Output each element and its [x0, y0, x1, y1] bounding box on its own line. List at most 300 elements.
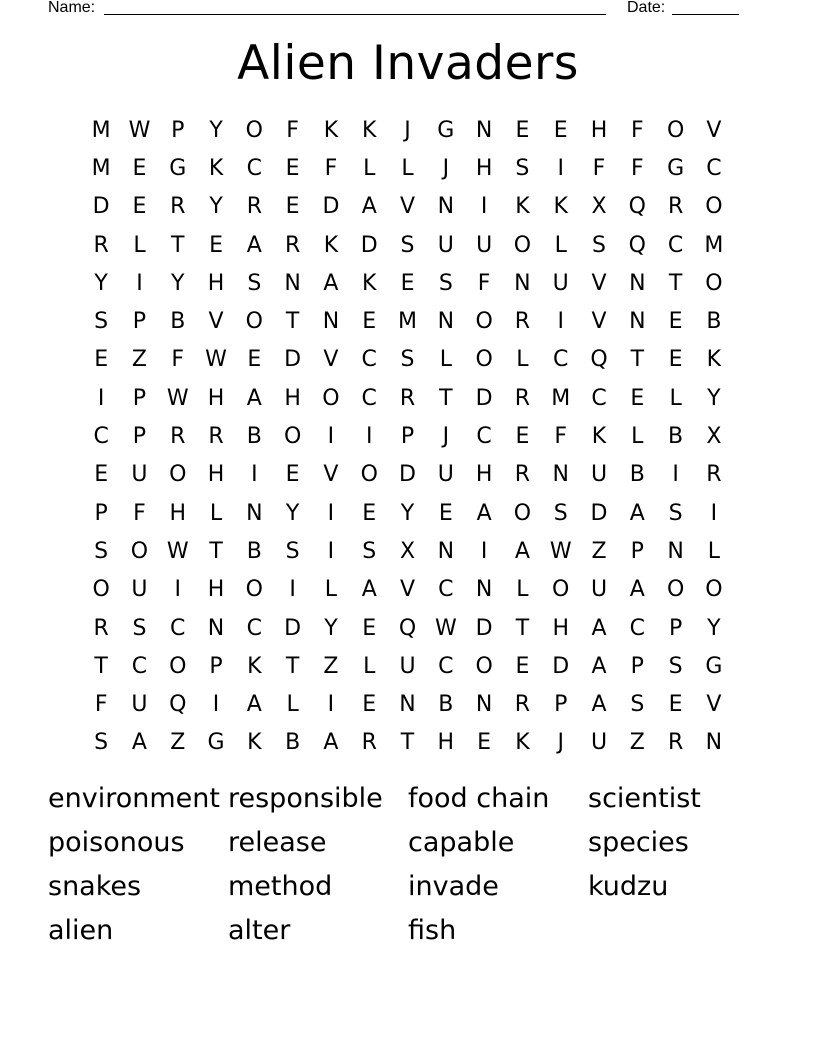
grid-cell[interactable]: I — [480, 538, 488, 564]
grid-cell[interactable]: A — [476, 500, 492, 526]
grid-cell[interactable]: X — [399, 538, 416, 564]
grid-cell[interactable]: B — [668, 424, 684, 450]
grid-cell[interactable]: R — [246, 194, 262, 220]
grid-cell[interactable]: Q — [398, 615, 417, 641]
grid-cell[interactable]: I — [251, 462, 258, 488]
grid-cell[interactable]: U — [590, 462, 608, 488]
grid-cell[interactable]: L — [363, 155, 376, 181]
grid-cell[interactable]: U — [131, 692, 148, 718]
grid-cell[interactable]: Z — [131, 347, 147, 373]
grid-cell[interactable]: W — [434, 615, 457, 641]
grid-cell[interactable]: R — [514, 385, 531, 411]
name-blank[interactable] — [104, 14, 606, 15]
grid-cell[interactable]: L — [516, 577, 529, 603]
grid-cell[interactable]: C — [361, 385, 377, 411]
grid-cell[interactable]: I — [557, 155, 564, 181]
grid-cell[interactable]: D — [322, 194, 340, 220]
grid-cell[interactable]: O — [475, 653, 493, 679]
grid-cell[interactable]: G — [705, 653, 723, 679]
grid-cell[interactable]: T — [515, 615, 530, 641]
grid-cell[interactable]: K — [706, 347, 722, 373]
grid-cell[interactable]: L — [133, 232, 146, 258]
grid-cell[interactable]: P — [630, 653, 644, 679]
grid-cell[interactable]: N — [399, 692, 416, 718]
grid-cell[interactable]: K — [323, 117, 339, 143]
grid-cell[interactable]: P — [171, 117, 185, 143]
grid-cell[interactable]: C — [667, 232, 684, 258]
grid-cell[interactable]: A — [514, 538, 530, 564]
grid-cell[interactable]: N — [514, 270, 531, 296]
grid-cell[interactable]: R — [706, 462, 722, 488]
grid-cell[interactable]: G — [667, 155, 685, 181]
grid-cell[interactable]: F — [630, 155, 644, 181]
grid-cell[interactable]: O — [360, 462, 378, 488]
grid-cell[interactable]: G — [169, 155, 187, 181]
grid-cell[interactable]: E — [477, 730, 492, 756]
grid-cell[interactable]: A — [591, 653, 607, 679]
grid-cell[interactable]: J — [404, 117, 411, 143]
grid-cell[interactable]: O — [169, 462, 187, 488]
grid-cell[interactable]: G — [207, 730, 225, 756]
grid-cell[interactable]: O — [705, 577, 723, 603]
grid-cell[interactable]: S — [592, 232, 606, 258]
grid-cell[interactable]: J — [557, 730, 564, 756]
header-line — [48, 0, 748, 20]
grid-cell[interactable]: Q — [628, 194, 646, 220]
grid-cell[interactable]: S — [553, 500, 568, 526]
grid-cell[interactable]: T — [171, 232, 185, 258]
grid-cell[interactable]: M — [91, 117, 111, 143]
grid-cell[interactable]: K — [208, 155, 224, 181]
grid-cell[interactable]: S — [94, 309, 109, 335]
grid-cell[interactable]: E — [362, 692, 377, 718]
grid-cell[interactable]: M — [704, 232, 724, 258]
grid-cell[interactable]: V — [208, 309, 224, 335]
grid-cell[interactable]: T — [668, 270, 683, 296]
grid-cell[interactable]: O — [513, 232, 532, 258]
grid-cell[interactable]: B — [246, 538, 262, 564]
grid-cell[interactable]: I — [327, 692, 335, 718]
grid-cell[interactable]: B — [285, 730, 301, 756]
grid-cell[interactable]: W — [166, 538, 189, 564]
grid-cell[interactable]: P — [400, 424, 415, 450]
grid-cell[interactable]: I — [136, 270, 143, 296]
grid-cell[interactable]: C — [438, 577, 454, 603]
grid-cell[interactable]: E — [247, 347, 262, 373]
grid-cell[interactable]: O — [245, 309, 263, 335]
grid-cell[interactable]: B — [438, 692, 454, 718]
grid-cell[interactable]: N — [437, 194, 455, 220]
grid-cell[interactable]: D — [284, 615, 302, 641]
grid-cell[interactable]: H — [475, 155, 493, 181]
grid-cell[interactable]: Z — [323, 653, 339, 679]
grid-cell[interactable]: I — [174, 577, 181, 603]
grid-cell[interactable]: E — [400, 270, 415, 296]
grid-cell[interactable]: O — [666, 117, 685, 143]
grid-cell[interactable]: R — [514, 462, 531, 488]
word-list-item: species — [588, 827, 689, 858]
grid-cell[interactable]: P — [132, 309, 147, 335]
grid-cell[interactable]: U — [476, 232, 493, 258]
grid-cell[interactable]: C — [246, 615, 263, 641]
grid-cell[interactable]: E — [515, 424, 530, 450]
grid-cell[interactable]: K — [515, 194, 530, 220]
grid-cell[interactable]: S — [132, 615, 147, 641]
grid-cell[interactable]: O — [475, 347, 493, 373]
grid-cell[interactable]: A — [361, 577, 377, 603]
grid-cell[interactable]: L — [401, 155, 414, 181]
grid-cell[interactable]: O — [666, 577, 685, 603]
grid-cell[interactable]: F — [171, 347, 185, 373]
grid-cell[interactable]: N — [705, 730, 723, 756]
grid-cell[interactable]: T — [439, 385, 453, 411]
grid-cell[interactable]: N — [322, 309, 340, 335]
grid-cell[interactable]: V — [399, 577, 416, 603]
grid-cell[interactable]: E — [668, 309, 683, 335]
grid-cell[interactable]: S — [362, 538, 377, 564]
grid-cell[interactable]: W — [128, 117, 151, 143]
grid-cell[interactable]: P — [554, 692, 568, 718]
grid-cell[interactable]: R — [208, 424, 224, 450]
grid-cell[interactable]: Q — [169, 692, 187, 718]
grid-cell[interactable]: H — [207, 577, 225, 603]
grid-cell[interactable]: V — [323, 347, 339, 373]
grid-cell[interactable]: B — [629, 462, 645, 488]
grid-cell[interactable]: N — [207, 615, 225, 641]
grid-cell[interactable]: C — [131, 653, 148, 679]
grid-cell[interactable]: K — [247, 653, 262, 679]
grid-cell[interactable]: K — [362, 117, 377, 143]
grid-cell[interactable]: R — [514, 309, 531, 335]
grid-cell[interactable]: R — [399, 385, 416, 411]
grid-cell[interactable]: I — [557, 309, 564, 335]
grid-cell[interactable]: A — [591, 692, 607, 718]
grid-cell[interactable]: L — [439, 347, 452, 373]
grid-cell[interactable]: W — [549, 538, 572, 564]
grid-cell[interactable]: S — [400, 232, 415, 258]
grid-cell[interactable]: W — [205, 347, 227, 373]
grid-cell[interactable]: R — [667, 730, 684, 756]
grid-cell[interactable]: V — [323, 462, 339, 488]
grid-cell[interactable]: Y — [707, 615, 721, 641]
grid-cell[interactable]: J — [442, 424, 450, 450]
grid-cell[interactable]: N — [437, 309, 455, 335]
grid-cell[interactable]: Y — [324, 615, 338, 641]
grid-cell[interactable]: L — [669, 385, 682, 411]
grid-cell[interactable]: C — [246, 155, 263, 181]
grid-cell[interactable]: O — [705, 194, 723, 220]
grid-cell[interactable]: O — [245, 117, 263, 143]
grid-cell[interactable]: O — [130, 538, 149, 564]
grid-cell[interactable]: U — [437, 232, 454, 258]
letter-grid — [82, 111, 735, 762]
grid-cell[interactable]: A — [246, 692, 262, 718]
grid-cell[interactable]: C — [476, 424, 492, 450]
grid-cell[interactable]: Y — [209, 194, 223, 220]
word-list-item: alien — [48, 915, 114, 946]
grid-cell[interactable]: E — [668, 347, 683, 373]
grid-cell[interactable]: A — [591, 615, 607, 641]
grid-cell[interactable]: E — [285, 155, 300, 181]
grid-cell[interactable]: D — [552, 653, 570, 679]
grid-cell[interactable]: D — [475, 385, 493, 411]
grid-cell[interactable]: Y — [171, 270, 185, 296]
grid-cell[interactable]: T — [630, 347, 645, 373]
grid-cell[interactable]: D — [284, 347, 302, 373]
grid-cell[interactable]: K — [591, 424, 607, 450]
grid-cell[interactable]: F — [94, 692, 108, 718]
grid-cell[interactable]: H — [284, 385, 301, 411]
grid-cell[interactable]: P — [94, 500, 108, 526]
grid-cell[interactable]: C — [591, 385, 607, 411]
grid-cell[interactable]: T — [400, 730, 415, 756]
grid-cell[interactable]: C — [361, 347, 377, 373]
grid-cell[interactable]: V — [706, 117, 722, 143]
grid-cell[interactable]: S — [94, 730, 109, 756]
grid-cell[interactable]: L — [707, 538, 721, 564]
grid-cell[interactable]: H — [475, 462, 493, 488]
grid-cell[interactable]: S — [285, 538, 300, 564]
grid-cell[interactable]: K — [247, 730, 262, 756]
grid-cell[interactable]: X — [591, 194, 607, 220]
grid-cell[interactable]: S — [668, 653, 683, 679]
grid-cell[interactable]: Y — [707, 385, 721, 411]
grid-cell[interactable]: E — [132, 155, 147, 181]
grid-cell[interactable]: U — [399, 653, 416, 679]
grid-cell[interactable]: N — [475, 577, 493, 603]
grid-cell[interactable]: S — [400, 347, 415, 373]
grid-cell[interactable]: N — [284, 270, 301, 296]
grid-cell[interactable]: T — [285, 653, 300, 679]
grid-cell[interactable]: F — [286, 117, 299, 143]
word-list-item: snakes — [48, 871, 142, 902]
grid-cell[interactable]: S — [668, 500, 683, 526]
grid-cell[interactable]: A — [361, 194, 377, 220]
grid-cell[interactable]: A — [246, 385, 262, 411]
grid-cell[interactable]: A — [323, 270, 339, 296]
grid-cell[interactable]: E — [553, 117, 568, 143]
grid-cell[interactable]: R — [170, 424, 186, 450]
grid-cell[interactable]: L — [209, 500, 223, 526]
grid-cell[interactable]: M — [91, 155, 111, 181]
grid-cell[interactable]: N — [629, 309, 646, 335]
grid-cell[interactable]: K — [362, 270, 377, 296]
word-list-item: method — [228, 871, 333, 902]
grid-cell[interactable]: J — [442, 155, 450, 181]
grid-cell[interactable]: M — [398, 309, 418, 335]
grid-cell[interactable]: I — [212, 692, 220, 718]
grid-cell[interactable]: H — [207, 270, 225, 296]
grid-cell[interactable]: K — [553, 194, 568, 220]
grid-cell[interactable]: I — [710, 500, 718, 526]
grid-cell[interactable]: N — [246, 500, 263, 526]
grid-cell[interactable]: E — [630, 385, 645, 411]
grid-cell[interactable]: N — [475, 692, 493, 718]
grid-cell[interactable]: R — [93, 615, 109, 641]
grid-cell[interactable]: E — [668, 692, 683, 718]
grid-cell[interactable]: F — [133, 500, 146, 526]
grid-cell[interactable]: U — [552, 270, 569, 296]
grid-cell[interactable]: P — [132, 424, 147, 450]
grid-cell[interactable]: U — [590, 730, 608, 756]
grid-cell[interactable]: R — [93, 232, 109, 258]
grid-cell[interactable]: G — [437, 117, 455, 143]
grid-cell[interactable]: Z — [629, 730, 645, 756]
grid-cell[interactable]: B — [246, 424, 262, 450]
grid-cell[interactable]: A — [246, 232, 262, 258]
grid-cell[interactable]: F — [630, 117, 644, 143]
grid-cell[interactable]: L — [631, 424, 644, 450]
grid-cell[interactable]: Y — [285, 500, 300, 526]
date-blank[interactable] — [672, 14, 739, 15]
grid-cell[interactable]: P — [630, 538, 644, 564]
grid-cell[interactable]: S — [94, 538, 109, 564]
grid-cell[interactable]: Y — [400, 500, 415, 526]
grid-cell[interactable]: X — [706, 424, 722, 450]
grid-cell[interactable]: L — [363, 653, 376, 679]
grid-cell[interactable]: N — [475, 117, 493, 143]
grid-cell[interactable]: M — [551, 385, 571, 411]
grid-cell[interactable]: I — [327, 424, 335, 450]
grid-cell[interactable]: K — [515, 730, 530, 756]
grid-cell[interactable]: E — [132, 194, 147, 220]
grid-cell[interactable]: P — [209, 653, 223, 679]
grid-cell[interactable]: S — [438, 270, 453, 296]
grid-cell[interactable]: U — [131, 462, 148, 488]
grid-cell[interactable]: I — [327, 500, 335, 526]
grid-cell[interactable]: Q — [590, 347, 608, 373]
grid-cell[interactable]: A — [323, 730, 339, 756]
grid-cell[interactable]: U — [590, 577, 608, 603]
grid-cell[interactable]: T — [209, 538, 223, 564]
grid-cell[interactable]: F — [324, 155, 338, 181]
grid-cell[interactable]: E — [362, 309, 377, 335]
grid-cell[interactable]: O — [245, 577, 263, 603]
grid-cell[interactable]: U — [437, 462, 454, 488]
grid-cell[interactable]: H — [169, 500, 187, 526]
grid-cell[interactable]: C — [438, 653, 454, 679]
grid-cell[interactable]: O — [513, 500, 532, 526]
grid-cell[interactable]: O — [705, 270, 723, 296]
grid-cell[interactable]: R — [667, 194, 684, 220]
grid-cell[interactable]: D — [92, 194, 110, 220]
grid-cell[interactable]: E — [209, 232, 223, 258]
grid-cell[interactable]: A — [629, 500, 645, 526]
grid-cell[interactable]: H — [552, 615, 569, 641]
grid-cell[interactable]: S — [247, 270, 262, 296]
grid-cell[interactable]: A — [131, 730, 147, 756]
word-list-item: alter — [228, 915, 291, 946]
grid-cell[interactable]: U — [131, 577, 148, 603]
grid-cell[interactable]: I — [327, 538, 335, 564]
grid-cell[interactable]: P — [132, 385, 147, 411]
grid-cell[interactable]: V — [591, 309, 607, 335]
grid-cell[interactable]: C — [170, 615, 186, 641]
grid-cell[interactable]: D — [475, 615, 493, 641]
grid-cell[interactable]: N — [437, 538, 455, 564]
grid-cell[interactable]: R — [170, 194, 186, 220]
grid-cell[interactable]: F — [554, 424, 568, 450]
grid-cell[interactable]: E — [285, 462, 300, 488]
grid-cell[interactable]: R — [284, 232, 301, 258]
grid-cell[interactable]: E — [515, 117, 530, 143]
grid-cell[interactable]: I — [365, 424, 373, 450]
grid-cell[interactable]: E — [94, 347, 109, 373]
grid-cell[interactable]: C — [93, 424, 109, 450]
grid-cell[interactable]: O — [322, 385, 340, 411]
grid-cell[interactable]: I — [672, 462, 679, 488]
grid-cell[interactable]: E — [438, 500, 453, 526]
grid-cell[interactable]: K — [323, 232, 339, 258]
grid-cell[interactable]: C — [629, 615, 645, 641]
grid-cell[interactable]: O — [92, 577, 110, 603]
grid-cell[interactable]: L — [324, 577, 338, 603]
word-list-item: poisonous — [48, 827, 185, 858]
grid-cell[interactable]: R — [361, 730, 377, 756]
grid-cell[interactable]: D — [360, 232, 378, 258]
grid-cell[interactable]: I — [289, 577, 296, 603]
grid-cell[interactable]: E — [515, 653, 530, 679]
grid-cell[interactable]: B — [170, 309, 186, 335]
grid-cell[interactable]: O — [169, 653, 187, 679]
word-list-item: food chain — [408, 783, 550, 814]
grid-cell[interactable]: N — [667, 538, 684, 564]
grid-cell[interactable]: H — [207, 462, 225, 488]
grid-cell[interactable]: H — [207, 385, 225, 411]
grid-cell[interactable]: T — [94, 653, 108, 679]
grid-cell[interactable]: O — [475, 309, 493, 335]
grid-cell[interactable]: L — [554, 232, 567, 258]
grid-cell[interactable]: N — [629, 270, 646, 296]
grid-cell[interactable]: L — [286, 692, 299, 718]
grid-cell[interactable]: O — [283, 424, 302, 450]
grid-cell[interactable]: O — [552, 577, 570, 603]
grid-cell[interactable]: C — [553, 347, 569, 373]
grid-cell[interactable]: E — [362, 615, 377, 641]
grid-cell[interactable]: T — [285, 309, 300, 335]
grid-cell[interactable]: I — [97, 385, 105, 411]
grid-cell[interactable]: D — [399, 462, 416, 488]
grid-cell[interactable]: Y — [209, 117, 223, 143]
grid-cell[interactable]: E — [94, 462, 109, 488]
grid-cell[interactable]: V — [706, 692, 722, 718]
grid-cell[interactable]: Z — [591, 538, 607, 564]
grid-cell[interactable]: C — [706, 155, 722, 181]
grid-cell[interactable]: E — [285, 194, 300, 220]
grid-cell[interactable]: V — [591, 270, 607, 296]
grid-cell[interactable]: N — [552, 462, 569, 488]
grid-cell[interactable]: W — [166, 385, 189, 411]
grid-cell[interactable]: Z — [170, 730, 186, 756]
grid-cell[interactable]: R — [514, 692, 531, 718]
grid-cell[interactable]: H — [590, 117, 608, 143]
grid-cell[interactable]: Q — [628, 232, 646, 258]
grid-cell[interactable]: H — [437, 730, 455, 756]
grid-cell[interactable]: P — [668, 615, 683, 641]
grid-cell[interactable]: F — [592, 155, 606, 181]
grid-cell[interactable]: D — [590, 500, 608, 526]
grid-cell[interactable]: Y — [94, 270, 108, 296]
grid-cell[interactable]: V — [399, 194, 416, 220]
grid-cell[interactable]: A — [629, 577, 645, 603]
grid-cell[interactable]: F — [477, 270, 491, 296]
grid-cell[interactable]: L — [516, 347, 529, 373]
grid-cell[interactable]: S — [630, 692, 645, 718]
grid-cell[interactable]: B — [706, 309, 722, 335]
grid-cell[interactable]: I — [480, 194, 488, 220]
grid-cell[interactable]: S — [515, 155, 530, 181]
grid-cell[interactable]: E — [362, 500, 377, 526]
